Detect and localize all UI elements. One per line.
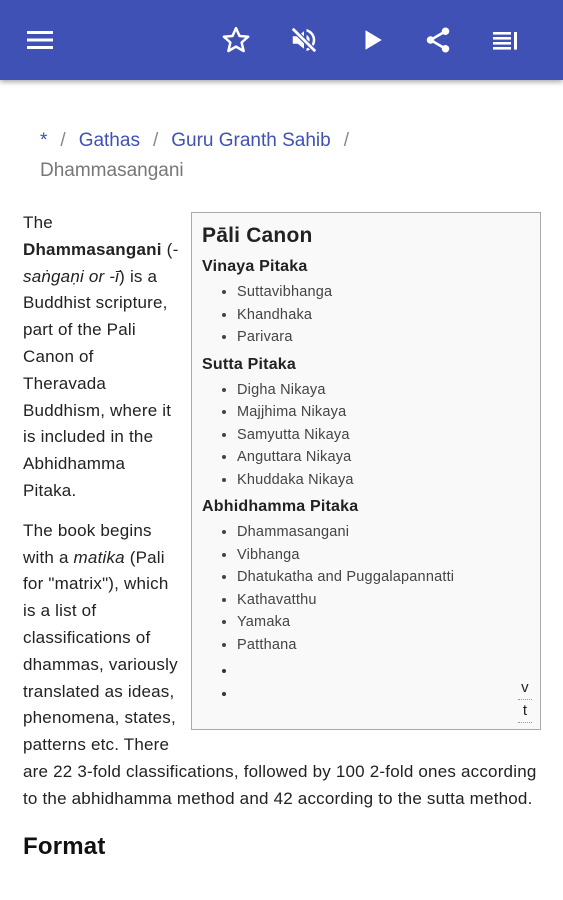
infobox-section-title: Vinaya Pitaka	[202, 258, 308, 275]
infobox-item: • Anguttara Nikaya	[237, 446, 530, 469]
breadcrumb-separator: /	[343, 130, 349, 151]
text-run: (	[161, 239, 173, 259]
volume-off-icon	[289, 25, 319, 55]
infobox-item: • Dhatukatha and Puggalapannatti	[237, 566, 530, 589]
infobox-item: • Dhammasangani	[237, 521, 530, 544]
app-bar	[0, 0, 563, 80]
infobox-list	[202, 379, 530, 492]
navbar-view-link[interactable]: v	[518, 677, 532, 700]
infobox-item: • Patthana	[237, 634, 530, 657]
infobox-section-title: Sutta Pitaka	[202, 355, 296, 373]
navbar-talk-link[interactable]: t	[518, 700, 532, 723]
breadcrumb-separator: /	[60, 130, 66, 151]
text-run: The book begins with a	[23, 520, 152, 567]
pali-canon-infobox	[191, 212, 541, 730]
breadcrumb	[40, 126, 540, 186]
share-icon	[423, 25, 453, 55]
menu-icon	[26, 28, 54, 52]
infobox-item: • Khandhaka	[237, 304, 530, 327]
article-content	[23, 210, 541, 867]
italic-term: -saṅgaṇi or -ī	[23, 239, 179, 286]
infobox-navbar	[518, 677, 532, 723]
text-run: (Pali for "matrix"), which is a list of classifications of dhammas, variously translated as ideas, phenomena, states, patterns etc. There are 22 3-fold classifications, followed by 100 2-fold ones according to the abhidhamma method and 42 according to the sutta method.	[23, 547, 537, 808]
infobox-item: • Khuddaka Nikaya	[237, 469, 530, 492]
favorite-button[interactable]	[216, 20, 256, 60]
breadcrumb-separator: /	[152, 130, 159, 151]
breadcrumb-current: Dhammasangani	[40, 160, 184, 181]
infobox-empty-item	[237, 660, 530, 683]
breadcrumb-link-home[interactable]: *	[40, 130, 48, 151]
infobox-empty-list	[202, 660, 530, 705]
infobox-title: Pāli Canon	[202, 224, 313, 247]
list-icon	[492, 28, 520, 52]
infobox-list	[202, 281, 530, 349]
infobox-empty-item	[237, 683, 530, 706]
section-heading-format: Format	[23, 832, 106, 860]
menu-button[interactable]	[20, 20, 60, 60]
text-run: ) is a Buddhist scripture, part of the Pali Canon of Theravada Buddhism, where it is included in the Abhidhamma Pitaka.	[23, 266, 172, 500]
infobox-item: • Vibhanga	[237, 544, 530, 567]
breadcrumb-link-gathas[interactable]: Gathas	[78, 130, 140, 151]
bold-term: Dhammasangani	[23, 239, 162, 259]
mute-button[interactable]	[284, 20, 324, 60]
italic-term: matika	[73, 547, 125, 567]
infobox-item: • Samyutta Nikaya	[237, 424, 530, 447]
infobox-item: • Majjhima Nikaya	[237, 401, 530, 424]
star-outline-icon	[221, 25, 251, 55]
infobox-item: • Digha Nikaya	[237, 379, 530, 402]
infobox-list	[202, 521, 530, 656]
infobox-item: • Kathavatthu	[237, 589, 530, 612]
infobox-item: • Suttavibhanga	[237, 281, 530, 304]
share-button[interactable]	[418, 20, 458, 60]
infobox-section-title: Abhidhamma Pitaka	[202, 498, 359, 515]
text-run: The	[23, 213, 53, 232]
infobox-item: • Yamaka	[237, 611, 530, 634]
infobox-item: • Parivara	[237, 326, 530, 349]
contents-button[interactable]	[486, 20, 526, 60]
play-button[interactable]	[352, 20, 392, 60]
play-icon	[359, 27, 385, 53]
breadcrumb-link-guru-granth-sahib[interactable]: Guru Granth Sahib	[171, 130, 331, 151]
